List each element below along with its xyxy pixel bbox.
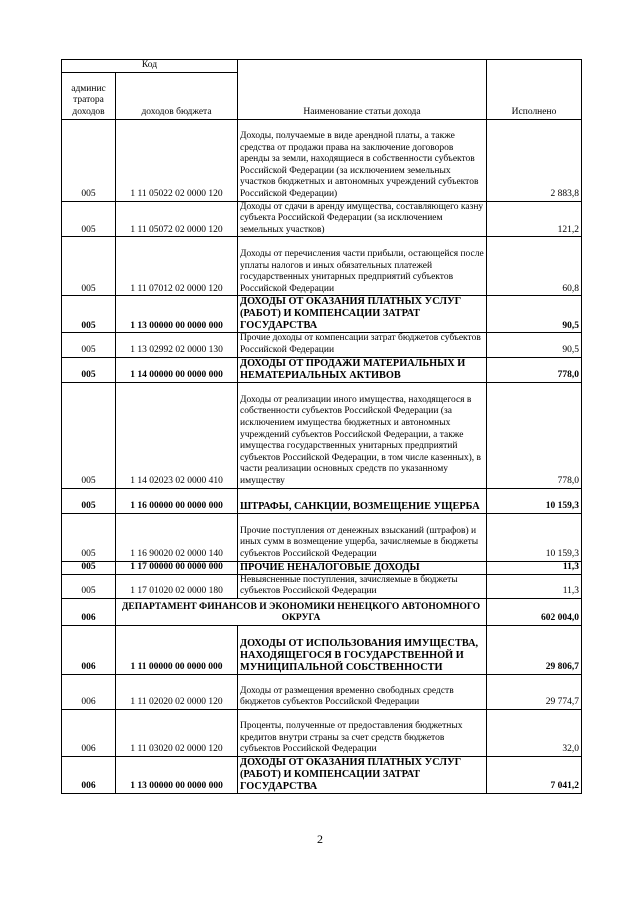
item-amount: 10 159,3 [487,488,582,513]
budget-code: 1 13 02992 02 0000 130 [116,333,238,357]
item-amount: 11,3 [487,574,582,598]
item-name: ДОХОДЫ ОТ ИСПОЛЬЗОВАНИЯ ИМУЩЕСТВА, НАХОДЯЩЕГОСЯ В ГОСУДАРСТВЕННОЙ И МУНИЦИПАЛЬНОЙ СОБСТВЕННОСТИ [238,625,487,674]
item-name: ДОХОДЫ ОТ ПРОДАЖИ МАТЕРИАЛЬНЫХ И НЕМАТЕРИАЛЬНЫХ АКТИВОВ [238,357,487,382]
item-name: Прочие доходы от компенсации затрат бюджетов субъектов Российской Федерации [238,333,487,357]
table-row [62,237,582,296]
item-amount: 121,2 [487,201,582,237]
budget-code: 1 11 03020 02 0000 120 [116,709,238,756]
admin-code: 006 [62,756,116,793]
budget-code: 1 14 02023 02 0000 410 [116,382,238,488]
table-row [62,382,582,488]
item-amount: 29 774,7 [487,674,582,709]
admin-code: 005 [62,488,116,513]
item-name: Доходы от перечисления части прибыли, остающейся после уплаты налогов и иных обязательных платежей государственных унитарных предприятий субъектов Российской Федерации [238,237,487,296]
item-name: Проценты, полученные от предоставления бюджетных кредитов внутри страны за счет средств бюджетов субъектов Российской Федерации [238,709,487,756]
page-number: 2 [317,832,323,846]
item-amount: 778,0 [487,357,582,382]
admin-code: 005 [62,237,116,296]
budget-code: 1 16 00000 00 0000 000 [116,488,238,513]
admin-code: 005 [62,513,116,561]
item-amount: 778,0 [487,382,582,488]
budget-code: 1 13 00000 00 0000 000 [116,296,238,333]
item-amount: 32,0 [487,709,582,756]
admin-code: 006 [62,625,116,674]
table-row [62,756,582,793]
department-row [62,598,582,625]
item-name: ДОХОДЫ ОТ ОКАЗАНИЯ ПЛАТНЫХ УСЛУГ (РАБОТ) И КОМПЕНСАЦИИ ЗАТРАТ ГОСУДАРСТВА [238,756,487,793]
budget-code: 1 11 02020 02 0000 120 [116,674,238,709]
budget-code: 1 17 01020 02 0000 180 [116,574,238,598]
item-name: Доходы от размещения временно свободных средств бюджетов субъектов Российской Федерации [238,674,487,709]
budget-code: 1 11 05022 02 0000 120 [116,119,238,201]
table-row [62,709,582,756]
admin-code: 005 [62,333,116,357]
item-amount: 60,8 [487,237,582,296]
department-name: ДЕПАРТАМЕНТ ФИНАНСОВ И ЭКОНОМИКИ НЕНЕЦКОГО АВТОНОМНОГО ОКРУГА [116,598,487,625]
table-row [62,513,582,561]
admin-code: 005 [62,382,116,488]
budget-code: 1 17 00000 00 0000 000 [116,561,238,574]
item-name: Невыясненные поступления, зачисляемые в бюджеты субъектов Российской Федерации [238,574,487,598]
table-row [62,574,582,598]
table-row [62,296,582,333]
admin-code: 005 [62,119,116,201]
admin-code: 006 [62,598,116,625]
header-admin: админис тратора доходов [62,72,116,119]
budget-code: 1 11 05072 02 0000 120 [116,201,238,237]
item-amount: 10 159,3 [487,513,582,561]
item-amount: 2 883,8 [487,119,582,201]
admin-code: 005 [62,574,116,598]
budget-code: 1 13 00000 00 0000 000 [116,756,238,793]
item-name: Доходы от реализации иного имущества, находящегося в собственности субъектов Российской Федерации (за исключением имущества бюджетных и автономных учреждений субъектов Российской Федерации, а также имущества государственных унитарных предприятий субъектов Российской Федерации, в том числе казенных), в части реализации основных средств по указанному имуществу [238,382,487,488]
admin-code: 005 [62,296,116,333]
table-row [62,201,582,237]
budget-code: 1 14 00000 00 0000 000 [116,357,238,382]
budget-code: 1 16 90020 02 0000 140 [116,513,238,561]
table-row [62,674,582,709]
item-name: ДОХОДЫ ОТ ОКАЗАНИЯ ПЛАТНЫХ УСЛУГ (РАБОТ) И КОМПЕНСАЦИИ ЗАТРАТ ГОСУДАРСТВА [238,296,487,333]
item-amount: 7 041,2 [487,756,582,793]
table-row [62,119,582,201]
item-name: Прочие поступления от денежных взысканий (штрафов) и иных сумм в возмещение ущерба, зачисляемые в бюджеты субъектов Российской Федерации [238,513,487,561]
table-row [62,625,582,674]
revenue-table [61,59,582,794]
header-budget: доходов бюджета [116,72,238,119]
header-name: Наименование статьи дохода [238,60,487,120]
item-amount: 90,5 [487,333,582,357]
admin-code: 006 [62,709,116,756]
budget-code: 1 11 07012 02 0000 120 [116,237,238,296]
admin-code: 005 [62,357,116,382]
item-amount: 11,3 [487,561,582,574]
budget-code: 1 11 00000 00 0000 000 [116,625,238,674]
item-amount: 90,5 [487,296,582,333]
admin-code: 005 [62,201,116,237]
item-name: Доходы от сдачи в аренду имущества, составляющего казну субъекта Российской Федерации (за исключением земельных участков) [238,201,487,237]
table-row [62,357,582,382]
item-name: ШТРАФЫ, САНКЦИИ, ВОЗМЕЩЕНИЕ УЩЕРБА [238,488,487,513]
table-row [62,561,582,574]
admin-code: 006 [62,674,116,709]
header-row-top [62,60,582,73]
table-row [62,488,582,513]
table-row [62,333,582,357]
item-amount: 602 004,0 [487,598,582,625]
header-kod: Код [62,60,238,73]
header-executed: Исполнено [487,60,582,120]
item-name: ПРОЧИЕ НЕНАЛОГОВЫЕ ДОХОДЫ [238,561,487,574]
item-amount: 29 806,7 [487,625,582,674]
item-name: Доходы, получаемые в виде арендной платы, а также средства от продажи права на заключение договоров аренды за земли, находящиеся в собственности субъектов Российской Федерации (за исключением земельных участков бюджетных и автономных учреждений субъектов Российской Федерации) [238,119,487,201]
admin-code: 005 [62,561,116,574]
